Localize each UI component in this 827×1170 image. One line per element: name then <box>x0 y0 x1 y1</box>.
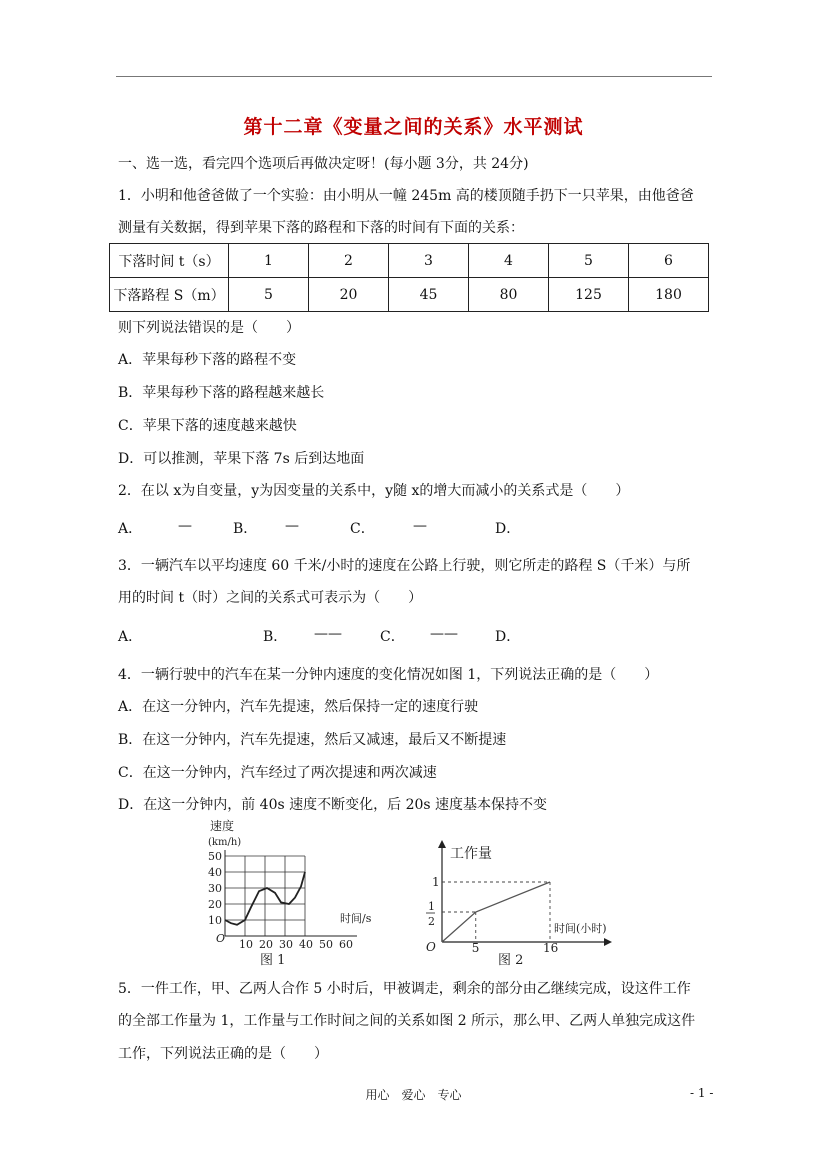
table-cell: 1 <box>229 244 309 278</box>
q3-options <box>118 626 618 646</box>
q3-line1: 3．一辆汽车以平均速度 60 千米/小时的速度在公路上行驶，则它所走的路程 S（千米）与所 <box>118 558 691 574</box>
q2-stem: 2．在以 x为自变量，y为因变量的关系中，y随 x的增大而减小的关系式是（ ） <box>118 483 630 499</box>
page-number: - 1 - <box>690 1086 714 1100</box>
fig2-xlabel: 时间(小时) <box>554 922 607 935</box>
q4-option-a: A．在这一分钟内，汽车先提速，然后保持一定的速度行驶 <box>118 699 479 715</box>
header-rule <box>116 76 712 77</box>
fig1-caption: 图 1 <box>260 953 286 968</box>
table-cell: 80 <box>469 278 549 312</box>
table-header-distance: 下落路程 S（m） <box>110 278 229 312</box>
fig1-ytick-label: 30 <box>208 882 222 895</box>
figure-1-speed-chart <box>200 818 372 970</box>
fig2-origin: O <box>426 940 436 954</box>
table-cell: 5 <box>229 278 309 312</box>
q2-option-c-formula: — <box>413 518 427 534</box>
fig1-xtick-label: 10 <box>239 938 253 951</box>
q2-option-a-formula: — <box>178 518 192 534</box>
table-cell: 5 <box>549 244 629 278</box>
q1-stem: 则下列说法错误的是（ ） <box>118 320 300 336</box>
fig1-xtick-label: 20 <box>259 938 273 951</box>
page-footer: 用心 爱心 专心 <box>365 1088 462 1102</box>
q3-line2: 用的时间 t（时）之间的关系式可表示为（ ） <box>118 590 423 606</box>
q3-option-a: A． <box>118 629 143 645</box>
q4-option-d: D．在这一分钟内，前 40s 速度不断变化，后 20s 速度基本保持不变 <box>118 797 548 813</box>
fig2-series-line <box>442 882 550 942</box>
fig2-y-arrow <box>438 840 446 848</box>
table-row <box>110 244 709 278</box>
table-cell: 6 <box>629 244 709 278</box>
q3-option-b: B． <box>263 629 288 645</box>
fig2-ytick-half-den: 2 <box>428 915 435 928</box>
q3-option-c-formula: —— <box>430 626 458 642</box>
fig2-caption: 图 2 <box>498 953 524 968</box>
q5-line1: 5．一件工作，甲、乙两人合作 5 小时后，甲被调走，剩余的部分由乙继续完成，设这件工作 <box>118 981 691 997</box>
fig1-ytick-label: 50 <box>208 850 222 863</box>
q2-options <box>118 518 618 538</box>
fig2-ylabel: 工作量 <box>450 846 492 862</box>
fig2-xtick-5: 5 <box>471 941 480 955</box>
q1-line2: 测量有关数据，得到苹果下落的路程和下落的时间有下面的关系： <box>118 220 524 236</box>
table-header-time: 下落时间 t（s） <box>110 244 229 278</box>
q5-line3: 工作，下列说法正确的是（ ） <box>118 1046 328 1062</box>
page-title: 第十二章《变量之间的关系》水平测试 <box>243 116 584 138</box>
q1-option-c: C．苹果下落的速度越来越快 <box>118 418 297 434</box>
q4-option-c: C．在这一分钟内，汽车经过了两次提速和两次减速 <box>118 765 437 781</box>
fig1-ylabel: 速度 <box>210 819 235 833</box>
table-cell: 2 <box>309 244 389 278</box>
fig1-xtick-label: 50 <box>319 938 333 951</box>
fig2-ytick-1: 1 <box>432 875 440 889</box>
fig1-ytick-label: 40 <box>208 866 222 879</box>
q3-option-c: C． <box>380 629 405 645</box>
fig1-ytick-label: 10 <box>208 914 222 927</box>
table-cell: 125 <box>549 278 629 312</box>
figure-2-work-chart <box>420 838 620 970</box>
q5-line2: 的全部工作量为 1，工作量与工作时间之间的关系如图 2 所示，那么甲、乙两人单独完成这件 <box>118 1013 696 1029</box>
q3-option-b-formula: —— <box>314 626 342 642</box>
q2-option-b: B． <box>233 521 258 537</box>
fig1-xlabel: 时间/s <box>340 912 372 925</box>
q2-option-a: A． <box>118 521 143 537</box>
q2-option-d: D． <box>495 521 521 537</box>
q2-option-b-formula: — <box>285 518 299 534</box>
fig1-origin: O <box>216 932 226 945</box>
q3-option-d: D． <box>495 629 521 645</box>
q1-line1: 1．小明和他爸爸做了一个实验：由小明从一幢 245m 高的楼顶随手扔下一只苹果，由他爸爸 <box>118 188 694 204</box>
table-cell: 3 <box>389 244 469 278</box>
q2-option-c: C． <box>350 521 375 537</box>
table-row <box>110 278 709 312</box>
fig2-xtick-16: 16 <box>543 941 559 955</box>
fig1-ytick-label: 20 <box>208 898 222 911</box>
fig1-yunit: (km/h) <box>208 837 242 848</box>
fig1-xtick-label: 40 <box>299 938 313 951</box>
q4-stem: 4．一辆行驶中的汽车在某一分钟内速度的变化情况如图 1，下列说法正确的是（ ） <box>118 667 659 683</box>
fig1-xtick-label: 30 <box>279 938 293 951</box>
section-heading: 一、选一选，看完四个选项后再做决定呀！(每小题 3分，共 24分) <box>118 156 529 172</box>
q1-option-d: D．可以推测，苹果下落 7s 后到达地面 <box>118 451 365 467</box>
fall-data-table <box>109 243 709 312</box>
table-cell: 45 <box>389 278 469 312</box>
q4-option-b: B．在这一分钟内，汽车先提速，然后又减速，最后又不断提速 <box>118 732 507 748</box>
q1-option-b: B．苹果每秒下落的路程越来越长 <box>118 385 325 401</box>
fig2-x-arrow <box>604 938 612 946</box>
fig2-guides <box>442 882 550 942</box>
fig2-ytick-half-num: 1 <box>428 900 435 913</box>
q1-option-a: A．苹果每秒下落的路程不变 <box>118 352 297 368</box>
table-cell: 20 <box>309 278 389 312</box>
table-cell: 180 <box>629 278 709 312</box>
fig1-xtick-label: 60 <box>339 938 353 951</box>
table-cell: 4 <box>469 244 549 278</box>
